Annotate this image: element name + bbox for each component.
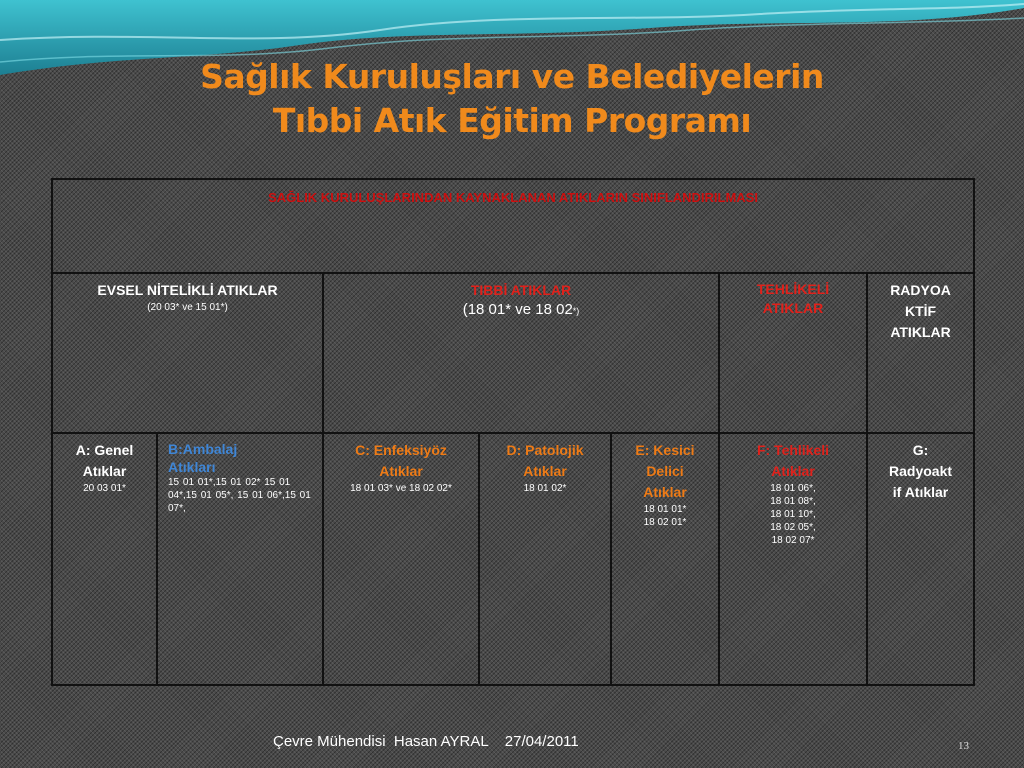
subcategory-c-line1: C: Enfeksiyöz <box>355 442 447 458</box>
page-number: 13 <box>958 740 969 752</box>
slide-footer: Çevre Mühendisi Hasan AYRAL 27/04/2011 <box>273 733 579 750</box>
subcategory-d-line1: D: Patolojik <box>506 442 584 458</box>
category-radyoaktif <box>867 273 974 433</box>
subcategory-d-code: 18 01 02* <box>523 483 567 494</box>
category-tibbi-code-suffix: *) <box>572 306 580 316</box>
subcategory-f-line1: F: Tehlikeli <box>756 442 830 458</box>
category-radyoaktif-line1: RADYOA <box>890 282 951 298</box>
subcategory-g-line1: G: <box>912 442 929 458</box>
subcategory-c <box>323 433 479 685</box>
category-tehlikeli-line1: TEHLİKELİ <box>756 281 830 297</box>
subcategory-f-code: 18 01 10*, <box>770 509 816 520</box>
subcategory-a <box>52 433 157 685</box>
category-tehlikeli <box>719 273 867 433</box>
category-evsel <box>52 273 323 433</box>
category-tibbi-label: TIBBİ ATIKLAR <box>470 282 572 298</box>
subcategory-e-line3: Atıklar <box>643 484 687 500</box>
category-radyoaktif-line2: KTİF <box>904 303 937 319</box>
subcategory-f <box>719 433 867 685</box>
subcategory-e-code1: 18 01 01* <box>643 504 687 515</box>
subcategory-e-line2: Delici <box>646 463 684 479</box>
subcategory-c-line2: Atıklar <box>379 463 423 479</box>
subcategory-b-line2: Atıkları <box>168 459 216 475</box>
table-header: SAĞLIK KURULUŞLARINDAN KAYNAKLANAN ATIKLARIN SINIFLANDIRILMASI <box>52 179 974 273</box>
subcategory-a-line2: Atıklar <box>82 463 127 479</box>
subcategory-e-line1: E: Kesici <box>635 442 695 458</box>
category-evsel-code: (20 03* ve 15 01*) <box>147 302 228 313</box>
subcategory-f-code: 18 02 05*, <box>770 522 816 533</box>
subcategory-e <box>611 433 719 685</box>
subcategory-b <box>157 433 323 685</box>
subcategory-f-line2: Atıklar <box>771 463 815 479</box>
subcategory-e-code2: 18 02 01* <box>643 517 687 528</box>
category-evsel-label: EVSEL NİTELİKLİ ATIKLAR <box>97 282 278 298</box>
category-tibbi <box>323 273 719 433</box>
slide-title <box>0 55 1024 143</box>
category-radyoaktif-line3: ATIKLAR <box>890 324 951 340</box>
subcategory-g-line2: Radyoakt <box>889 463 953 479</box>
title-line-1: Sağlık Kuruluşları ve Belediyelerin <box>200 57 824 96</box>
waste-classification-table <box>51 178 975 686</box>
subcategory-a-line1: A: Genel <box>75 442 134 458</box>
subcategory-f-code: 18 01 06*, <box>770 483 816 494</box>
title-line-2: Tıbbi Atık Eğitim Programı <box>272 101 752 140</box>
subcategory-b-line1: B:Ambalaj <box>168 441 238 457</box>
subcategory-a-code: 20 03 01* <box>83 483 126 494</box>
subcategory-g <box>867 433 974 685</box>
category-tibbi-code: (18 01* ve 18 02 <box>462 301 573 318</box>
subcategory-d-line2: Atıklar <box>523 463 567 479</box>
subcategory-b-code: 15 01 01*,15 01 02* 15 01 04*,15 01 05*, 15 01 06*,15 01 07*, <box>168 477 311 514</box>
subcategory-g-line3: if Atıklar <box>892 484 949 500</box>
subcategory-f-code: 18 01 08*, <box>770 496 816 507</box>
category-tehlikeli-line2: ATIKLAR <box>762 300 824 316</box>
subcategory-d <box>479 433 611 685</box>
subcategory-f-code: 18 02 07* <box>771 535 815 546</box>
subcategory-c-code: 18 01 03* ve 18 02 02* <box>350 483 452 494</box>
